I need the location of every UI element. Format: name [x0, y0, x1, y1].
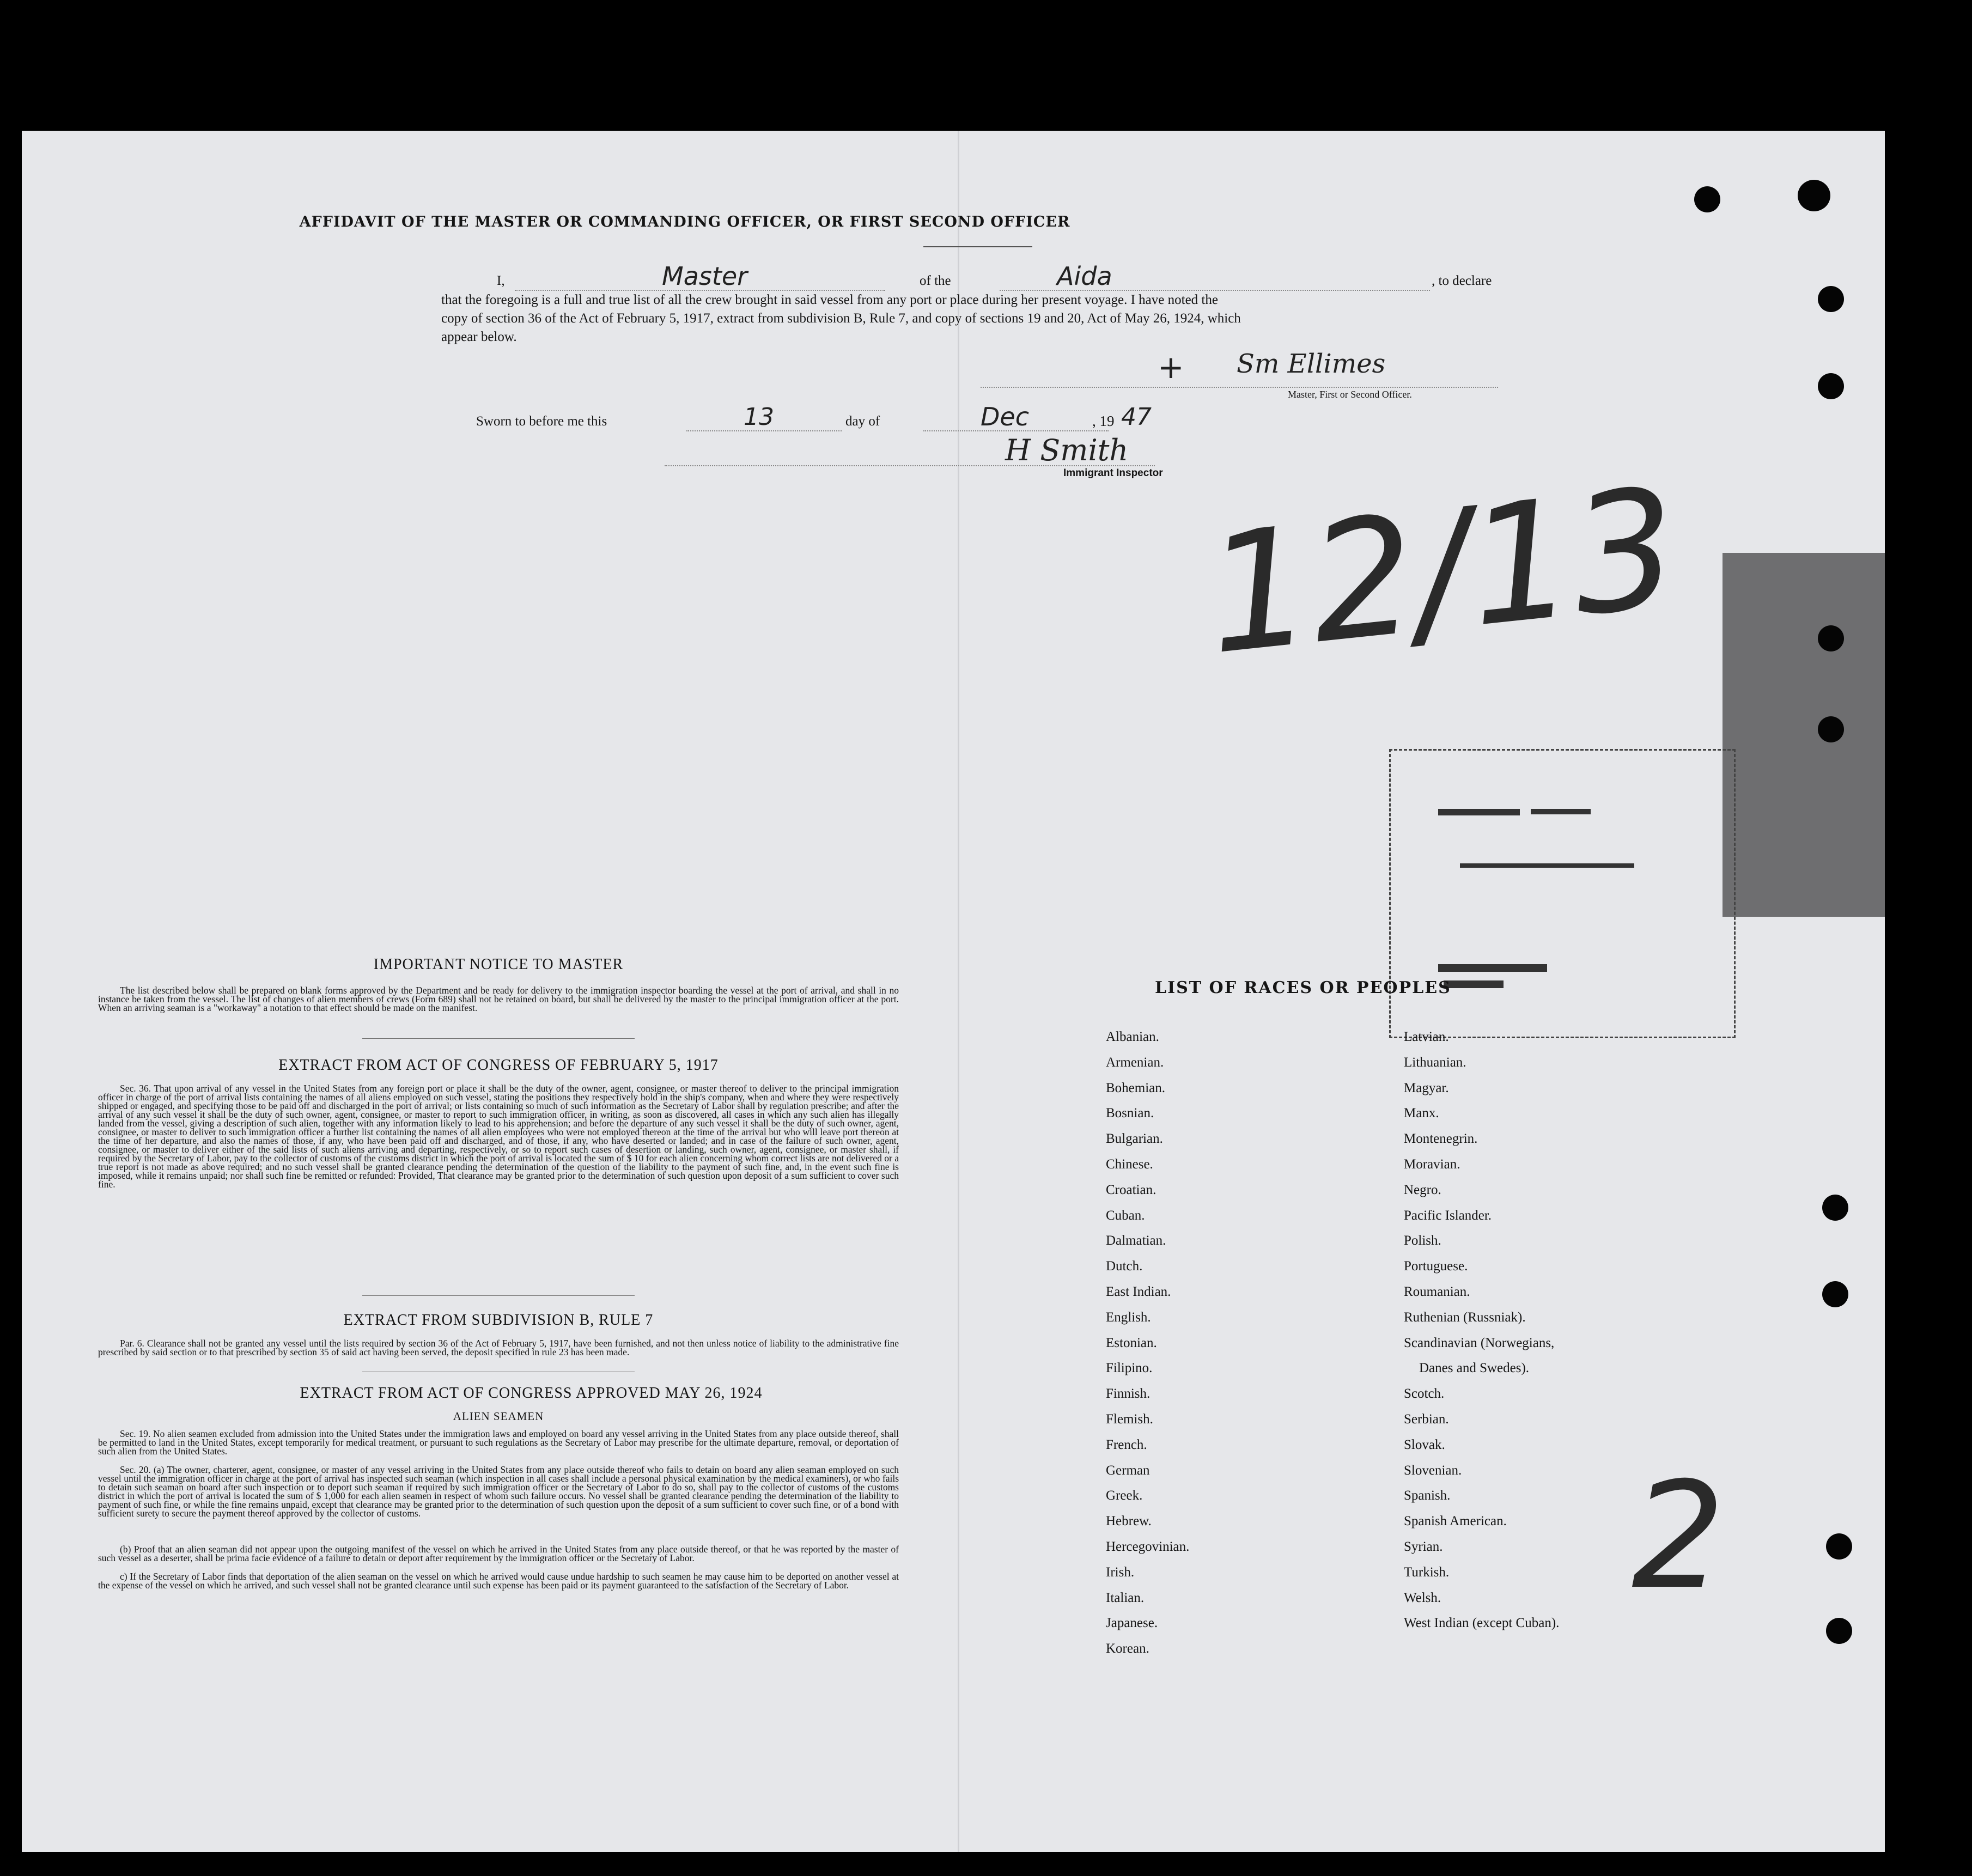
signature-line	[981, 386, 1498, 388]
race-item: Estonian.	[1106, 1335, 1157, 1350]
race-item: West Indian (except Cuban).	[1404, 1616, 1560, 1631]
pencil-date-annotation: 12/13	[1198, 452, 1687, 691]
race-item: Spanish American.	[1404, 1514, 1507, 1529]
race-item: Welsh.	[1404, 1590, 1441, 1605]
sec20a-text: Sec. 20. (a) The owner, charterer, agent, consignee, or master of any vessel arriving in the United States from any place outside thereof who fails to detain on board any alien seaman employed on such vessel until the immigration officer in charge at the port of arrival has inspected such seaman (which inspection in all cases shall include a personal physical examination by the medical examiners), or who fails to detain such seaman on board after such inspection or to deport such seaman if required by such immigration officer or the Secretary of Labor to do so, shall pay to the collector of customs of the customs district in which the port of arrival is located the sum of $ 1,000 for each alien seamen in respect of whom such failure occurs. No vessel shall be granted clearance pending the determination of the liability to payment of such fine, or while the fine remains unpaid, except that clearance may be granted prior to the determination of such question upon the deposit of a sum sufficient to cover such fine, or of a bond with sufficient surety to secure the payment thereof approved by the collector of customs.	[98, 1464, 899, 1519]
binder-hole	[1826, 1618, 1852, 1644]
race-item: Hebrew.	[1106, 1514, 1152, 1529]
extract-1924-heading: EXTRACT FROM ACT OF CONGRESS APPROVED MAY 26, 1924	[300, 1385, 763, 1402]
rule7-heading: EXTRACT FROM SUBDIVISION B, RULE 7	[343, 1312, 654, 1329]
races-heading: LIST OF RACES OR PEOPLES	[1155, 978, 1451, 997]
race-item: Negro.	[1404, 1182, 1441, 1197]
binder-hole	[1818, 716, 1844, 742]
day-of-label: day of	[845, 414, 880, 429]
to-declare-label: , to declare	[1432, 273, 1492, 288]
race-item: Slovenian.	[1404, 1463, 1462, 1478]
race-item: Chinese.	[1106, 1157, 1153, 1172]
year-prefix: , 19	[1092, 413, 1115, 429]
page-fold	[958, 131, 959, 1852]
race-item: Irish.	[1106, 1564, 1135, 1580]
sworn-label: Sworn to before me this	[476, 414, 607, 429]
race-item: Scotch.	[1404, 1386, 1445, 1402]
handwritten-day: 13	[744, 403, 774, 431]
race-item: East Indian.	[1106, 1284, 1171, 1299]
race-item: Polish.	[1404, 1233, 1441, 1248]
binder-hole	[1822, 1281, 1848, 1307]
affidavit-line-3: copy of section 36 of the Act of February 5, 1917, extract from subdivision B, Rule 7, and copy of sections 19 and 20, Act of May 26, 1924, which	[441, 311, 1241, 326]
stamp-text-smudge	[1460, 863, 1634, 868]
handwritten-master: Master	[662, 261, 748, 291]
race-item: Lithuanian.	[1404, 1055, 1466, 1070]
race-item: Slovak.	[1404, 1437, 1445, 1452]
i-label: I,	[497, 273, 505, 288]
handwritten-month: Dec	[981, 402, 1030, 431]
binder-hole	[1826, 1533, 1852, 1560]
race-item: Italian.	[1106, 1590, 1145, 1605]
race-item: Turkish.	[1404, 1564, 1450, 1580]
inspector-signature: H Smith	[1005, 433, 1129, 467]
form-page	[22, 131, 1885, 1852]
race-item: Scandinavian (Norwegians,	[1404, 1335, 1555, 1350]
race-item: Portuguese.	[1404, 1259, 1468, 1274]
race-item: Hercegovinian.	[1106, 1539, 1190, 1554]
notice-heading: IMPORTANT NOTICE TO MASTER	[373, 956, 624, 973]
notice-text: The list described below shall be prepared on blank forms approved by the Department and be ready for delivery to the immigration inspector boarding the vessel at the port of arrival, and shall in no instance be taken from the vessel. The list of changes of alien members of crews (Form 689) shall not be retained on board, but shall be delivered by the master to the principal immigration officer at the port. When an arriving seaman is a "workaway" a notation to that effect should be made on the manifest.	[98, 985, 899, 1013]
race-item: Bosnian.	[1106, 1106, 1154, 1121]
stamp-text-smudge	[1438, 809, 1520, 815]
race-item: Korean.	[1106, 1641, 1149, 1656]
sec20b-text: (b) Proof that an alien seaman did not appear upon the outgoing manifest of the vessel on which he arrived in the United States from any place outside thereof, or that he was reported by the master of such vessel as a deserter, shall be prima facie evidence of a failure to detain or deport after requirement by the immigration officer or the Secretary of Labor.	[98, 1544, 899, 1563]
race-item: Spanish.	[1404, 1488, 1451, 1503]
race-item: German	[1106, 1463, 1150, 1478]
race-item: Ruthenian (Russniak).	[1404, 1309, 1526, 1325]
signer-label: Master, First or Second Officer.	[1288, 389, 1412, 400]
binder-hole	[1818, 373, 1844, 399]
race-item: Japanese.	[1106, 1616, 1158, 1631]
race-item: Latvian.	[1404, 1030, 1449, 1044]
affidavit-title: AFFIDAVIT OF THE MASTER OR COMMANDING OFFICER, OR FIRST SECOND OFFICER	[299, 214, 1070, 230]
stamp-text-smudge	[1438, 964, 1547, 972]
binder-hole	[1798, 180, 1830, 211]
binder-hole	[1694, 186, 1720, 212]
race-item: Moravian.	[1404, 1157, 1460, 1172]
extract-1917-heading: EXTRACT FROM ACT OF CONGRESS OF FEBRUARY 5, 1917	[278, 1057, 719, 1074]
affidavit-line-2: that the foregoing is a full and true list of all the crew brought in said vessel from any port or place during her present voyage. I have noted the	[441, 293, 1218, 307]
race-item: Armenian.	[1106, 1055, 1164, 1070]
handwritten-vessel: Aida	[1057, 261, 1112, 291]
race-item: Croatian.	[1106, 1182, 1157, 1197]
section-rule	[362, 1295, 635, 1296]
sec19-text: Sec. 19. No alien seamen excluded from admission into the United States under the immigration laws and employed on board any vessel arriving in the United States from any place outside thereof, shall be permitted to land in the United States, except temporarily for medical treatment, or pursuant to such regulations as the Secretary of Labor may prescribe for the ultimate departure, removal, or deportation of such alien from the United States.	[98, 1428, 899, 1457]
binder-hole	[1822, 1195, 1848, 1221]
race-item: Bohemian.	[1106, 1080, 1166, 1095]
race-item: Greek.	[1106, 1488, 1143, 1503]
race-item: Bulgarian.	[1106, 1131, 1163, 1147]
race-item: Serbian.	[1404, 1412, 1449, 1427]
handwritten-year: 47	[1121, 403, 1152, 431]
race-item: Roumanian.	[1404, 1284, 1470, 1299]
pencil-page-number: 2	[1632, 1450, 1725, 1622]
stamp-text-smudge	[1531, 809, 1591, 814]
race-item: Filipino.	[1106, 1361, 1153, 1376]
race-item: Flemish.	[1106, 1412, 1153, 1427]
section-rule	[362, 1038, 635, 1039]
title-rule	[923, 246, 1032, 247]
race-item: Cuban.	[1106, 1208, 1145, 1223]
race-item: English.	[1106, 1309, 1151, 1325]
race-item: Finnish.	[1106, 1386, 1151, 1402]
affidavit-line-4: appear below.	[441, 330, 517, 344]
sec20c-text: c) If the Secretary of Labor finds that deportation of the alien seaman on the vessel on which he arrived would cause undue hardship to such seamen he may cause him to be deported on another vessel at the expense of the vessel on which he arrived, and such vessel shall not be granted clearance until such expense has been paid or its payment guaranteed to the satisfaction of the Secretary of Labor.	[98, 1571, 899, 1591]
binder-hole	[1818, 286, 1844, 312]
signature-mark: +	[1158, 349, 1184, 386]
race-item: Montenegrin.	[1404, 1131, 1478, 1147]
race-item: Danes and Swedes).	[1419, 1361, 1530, 1376]
master-signature: Sm Ellimes	[1237, 349, 1386, 379]
race-item: Manx.	[1404, 1106, 1439, 1121]
race-item: Pacific Islander.	[1404, 1208, 1492, 1223]
race-item: Dutch.	[1106, 1259, 1143, 1274]
race-item: Syrian.	[1404, 1539, 1443, 1554]
rule7-text: Par. 6. Clearance shall not be granted any vessel until the lists required by section 36 of the Act of February 5, 1917, have been furnished, and not then unless notice of liability to the administrative fine prescribed by said section or to that prescribed by section 35 of said act having been served, the deposit specified in rule 23 has been made.	[98, 1338, 899, 1357]
extract-1917-text: Sec. 36. That upon arrival of any vessel in the United States from any foreign port or place it shall be the duty of the owner, agent, consignee, or master thereof to deliver to the principal immigration officer in charge of the port of arrival lists containing the names of all aliens employed on such vessel, stating the positions they respectively hold in the ship's company, when and where they were respectively shipped or engaged, and specifying those to be paid off and discharged in the port of arrival; or lists containing so much of such information as the Secretary of Labor shall by regulation prescribe; and after the arrival of any such vessel it shall be the duty of such owner, agent, consignee, or master to report to such immigration officer, in writing, as soon as discovered, all cases in which any such alien has illegally landed from the vessel, giving a description of such alien, together with any information likely to lead to his apprehension; and before the departure of any such vessel it shall be the duty of such owner, agent, consignee, or master to deliver to such immigration officer a further list containing the names of all alien employees who were not employed thereon at the time of the arrival but who will leave port thereon at the time of her departure, and also the names of those, if any, who have been paid off and discharged, and of those, if any, who have deserted or landed; and in case of the failure of such owner, agent, consignee, or master to deliver either of the said lists of such aliens arriving and departing, respectively, or so to report such cases of desertion or landing, such owner, agent, consignee, or master shall, if required by the Secretary of Labor, pay to the collector of customs of the customs district in which the port of arrival is located the sum of $ 10 for each alien concerning whom correct lists are not delivered or a true report is not made as above required; and no such vessel shall be granted clearance pending the determination of the question of the liability to the payment of such fine, and, in the event such fine is imposed, while it remains unpaid; nor shall such fine be remitted or refunded: Provided, That clearance may be granted prior to the determination of such question upon deposit of a sum sufficient to cover such fine.	[98, 1083, 899, 1190]
race-item: Albanian.	[1106, 1030, 1159, 1044]
race-item: Dalmatian.	[1106, 1233, 1166, 1248]
of-the-label: of the	[920, 273, 951, 288]
binder-hole	[1818, 625, 1844, 651]
alien-seamen-subheading: ALIEN SEAMEN	[453, 1410, 544, 1423]
gray-paper-strip	[1723, 553, 1885, 917]
race-item: French.	[1106, 1437, 1147, 1452]
race-item: Magyar.	[1404, 1080, 1449, 1095]
inspector-label: Immigrant Inspector	[1063, 467, 1163, 479]
